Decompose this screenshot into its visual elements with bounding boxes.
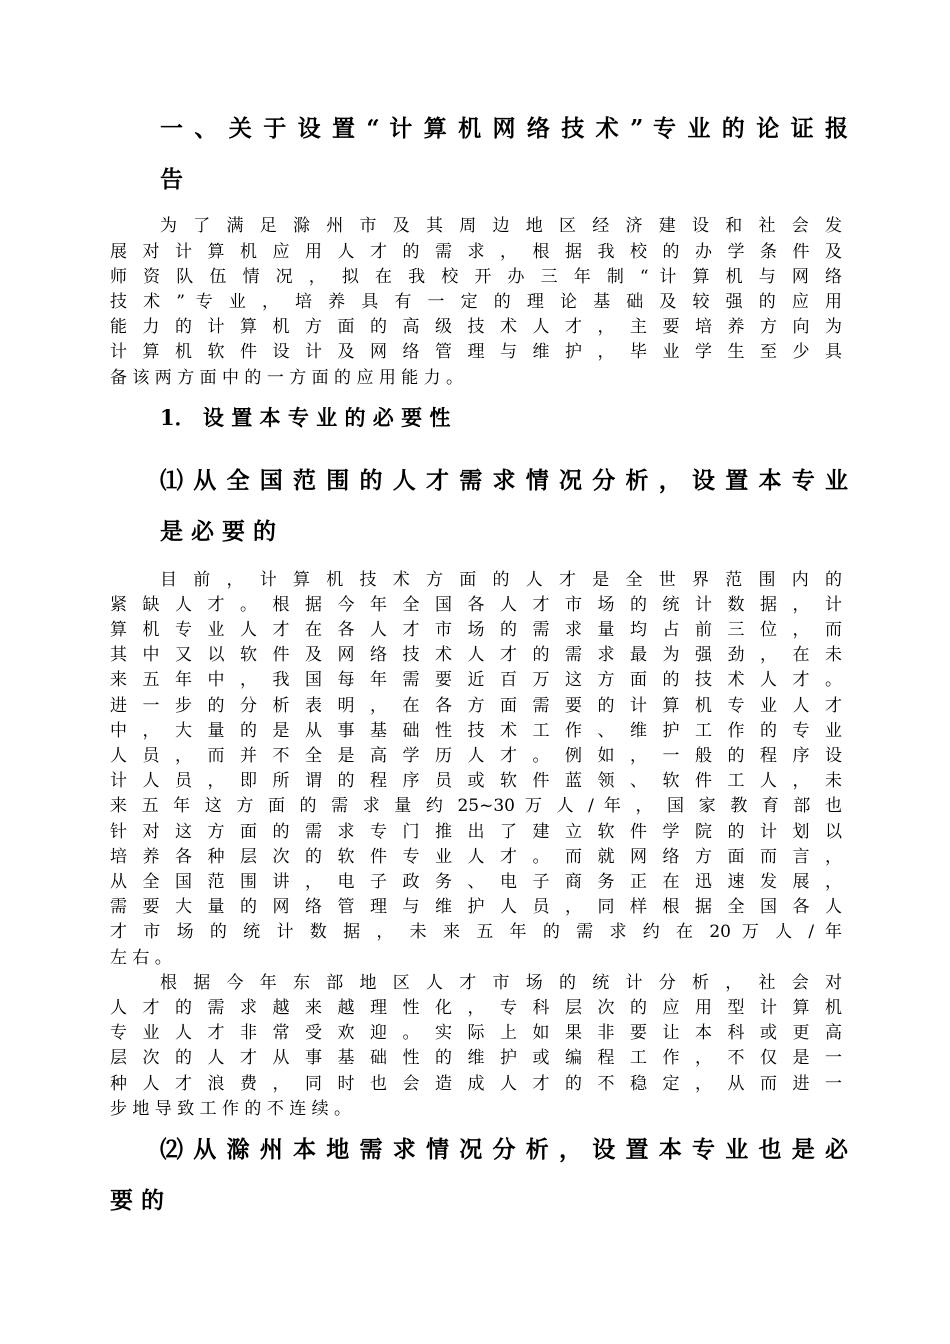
paragraph-line: 根 据 今 年 东 部 地 区 人 才 市 场 的 统 计 分 析 ， 社 会 对 bbox=[160, 973, 842, 993]
paragraph-line: 目 前 ， 计 算 机 技 术 方 面 的 人 才 是 全 世 界 范 围 内 的 bbox=[160, 570, 842, 590]
paragraph-line: 算 机 专 业 人 才 在 各 人 才 市 场 的 需 求 量 均 占 前 三 位 ， 而 bbox=[110, 620, 842, 640]
paragraph-line: 左 右 。 bbox=[110, 948, 172, 968]
paragraph-line: 从 全 国 范 围 讲 ， 电 子 政 务 、 电 子 商 务 正 在 迅 速 发 展 ， bbox=[110, 872, 842, 892]
paragraph-line: 培 养 各 种 层 次 的 软 件 专 业 人 才 。 而 就 网 络 方 面 而 言 ， bbox=[110, 847, 842, 867]
paragraph-line: 针 对 这 方 面 的 需 求 专 门 推 出 了 建 立 软 件 学 院 的 计 划 以 bbox=[110, 822, 842, 842]
intro-line: 为 了 满 足 滁 州 市 及 其 周 边 地 区 经 济 建 设 和 社 会 发 bbox=[160, 216, 842, 236]
main-heading-line1: 一 、 关 于 设 置 “ 计 算 机 网 络 技 术 ” 专 业 的 论 证 报 bbox=[160, 115, 848, 142]
section-title: 1． 设 置 本 专 业 的 必 要 性 bbox=[160, 405, 451, 430]
intro-line: 师 资 队 伍 情 况 ， 拟 在 我 校 开 办 三 年 制 “ 计 算 机 与 网 络 bbox=[110, 267, 842, 287]
intro-line: 技 术 ” 专 业 ， 培 养 具 有 一 定 的 理 论 基 础 及 较 强 的 应 用 bbox=[110, 292, 842, 312]
intro-line: 展 对 计 算 机 应 用 人 才 的 需 求 ， 根 据 我 校 的 办 学 条 件 及 bbox=[110, 242, 842, 262]
paragraph-line: 需 要 大 量 的 网 络 管 理 与 维 护 人 员 ， 同 样 根 据 全 国 各 人 bbox=[110, 897, 842, 917]
paragraph-line: 步 地 导 致 工 作 的 不 连 续 。 bbox=[110, 1099, 352, 1119]
subsection-title-line1: ⑵ 从 滁 州 本 地 需 求 情 况 分 析 ， 设 置 本 专 业 也 是 必 bbox=[160, 1136, 848, 1163]
paragraph-line: 计 人 员 ， 即 所 谓 的 程 序 员 或 软 件 蓝 领 、 软 件 工 人 ， 未 bbox=[110, 771, 842, 791]
paragraph-line: 紧 缺 人 才 。 根 据 今 年 全 国 各 人 才 市 场 的 统 计 数 据 ， 计 bbox=[110, 595, 842, 615]
paragraph-line: 种 人 才 浪 费 ， 同 时 也 会 造 成 人 才 的 不 稳 定 ， 从 而 进 一 bbox=[110, 1074, 842, 1094]
paragraph-line: 专 业 人 才 非 常 受 欢 迎 。 实 际 上 如 果 非 要 让 本 科 或 更 高 bbox=[110, 1023, 842, 1043]
intro-line: 计 算 机 软 件 设 计 及 网 络 管 理 与 维 护 ， 毕 业 学 生 至 少 具 bbox=[110, 342, 842, 362]
paragraph-line: 来 五 年 中 ， 我 国 每 年 需 要 近 百 万 这 方 面 的 技 术 人 才 。 bbox=[110, 670, 842, 690]
intro-line: 能 力 的 计 算 机 方 面 的 高 级 技 术 人 才 ， 主 要 培 养 方 向 为 bbox=[110, 317, 842, 337]
paragraph-line: 层 次 的 人 才 从 事 基 础 性 的 维 护 或 编 程 工 作 ， 不 仅 是 一 bbox=[110, 1048, 842, 1068]
paragraph-line: 其 中 又 以 软 件 及 网 络 技 术 人 才 的 需 求 最 为 强 劲 ， 在 未 bbox=[110, 645, 842, 665]
paragraph-line: 来 五 年 这 方 面 的 需 求 量 约 25~30 万 人 / 年 ， 国 家 教 育 部 也 bbox=[110, 796, 842, 816]
paragraph-line: 人 才 的 需 求 越 来 越 理 性 化 ， 专 科 层 次 的 应 用 型 计 算 机 bbox=[110, 998, 842, 1018]
subsection-title-line2: 是 必 要 的 bbox=[160, 518, 277, 545]
paragraph-line: 人 员 ， 而 并 不 全 是 高 学 历 人 才 。 例 如 ， 一 般 的 程 序 设 bbox=[110, 746, 842, 766]
paragraph-line: 中 ， 大 量 的 是 从 事 基 础 性 技 术 工 作 、 维 护 工 作 的 专 业 bbox=[110, 721, 842, 741]
subsection-title-line1: ⑴ 从 全 国 范 围 的 人 才 需 求 情 况 分 析 ， 设 置 本 专 业 bbox=[160, 467, 848, 494]
subsection-title-line2: 要 的 bbox=[110, 1187, 165, 1214]
paragraph-line: 才 市 场 的 统 计 数 据 ， 未 来 五 年 的 需 求 约 在 20 万 人 / 年 bbox=[110, 922, 842, 942]
intro-line: 备 该 两 方 面 中 的 一 方 面 的 应 用 能 力 。 bbox=[110, 368, 464, 388]
paragraph-line: 进 一 步 的 分 析 表 明 ， 在 各 方 面 需 要 的 计 算 机 专 业 人 才 bbox=[110, 696, 842, 716]
main-heading-line2: 告 bbox=[160, 166, 183, 193]
